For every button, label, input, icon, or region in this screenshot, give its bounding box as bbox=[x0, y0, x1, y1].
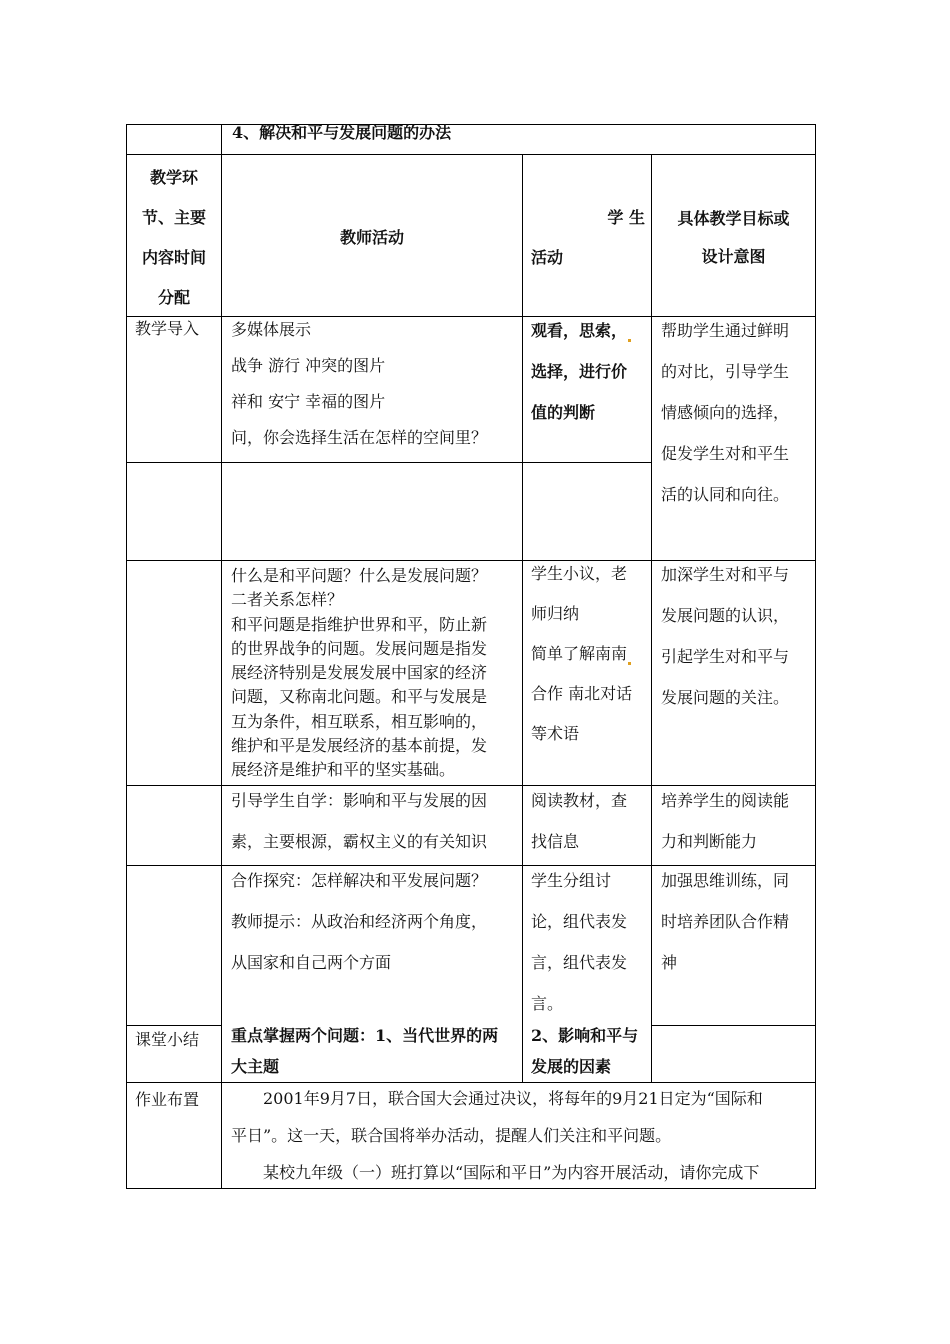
explore-teacher-activity: 合作探究：怎样解决和平发展问题？ 教师提示：从政治和经济两个角度， 从国家和自己两个方面 bbox=[231, 871, 488, 972]
mark-dot bbox=[628, 662, 631, 665]
table-border bbox=[815, 124, 816, 1189]
homework-text: 2001年9月7日，联合国大会通过决议，将每年的9月21日定为“国际和 平日”。这一天，联合国将举办活动，提醒人们关注和平问题。 某校九年级（一）班打算以“国际和平日”为内容开展活动，请你完成下 bbox=[231, 1089, 763, 1182]
header-goal: 具体教学目标或 设计意图 bbox=[677, 209, 790, 266]
summary-student-activity: 2、影响和平与 发展的因素 bbox=[531, 1026, 639, 1076]
row-label-summary: 课堂小结 bbox=[135, 1030, 200, 1049]
section-title: 4、解决和平与发展问题的办法 bbox=[232, 123, 452, 142]
header-student-activity: 学 生 活动 bbox=[531, 208, 645, 267]
header-teacher-activity: 教师活动 bbox=[339, 228, 404, 247]
concept-teacher-activity: 什么是和平问题？什么是发展问题？ 二者关系怎样？ 和平问题是指维护世界和平，防止新 的世界战争的问题。发展问题是指发 展经济特别是发展发展中国家的经济 问题，又称南北问题。和平与发展是 互为条件，相互联系，相互影响的， 维护和平是发展经济的基本前提，发 展经济是维护和平的坚实基础。 bbox=[231, 566, 488, 780]
table-border bbox=[126, 462, 651, 463]
table-border bbox=[126, 124, 816, 125]
row-label-intro: 教学导入 bbox=[135, 319, 200, 338]
table-border bbox=[522, 154, 523, 1082]
table-border bbox=[651, 154, 652, 1082]
concept-student-activity: 学生小议，老 师归纳 简单了解南南 合作 南北对话 等术语 bbox=[531, 564, 633, 743]
table-border bbox=[221, 124, 222, 1189]
intro-teacher-activity: 多媒体展示 战争 游行 冲突的图片 祥和 安宁 幸福的图片 问，你会选择生活在怎样的空间里？ bbox=[231, 320, 488, 447]
explore-student-activity: 学生分组讨 论，组代表发 言，组代表发 言。 bbox=[531, 871, 628, 1013]
explore-goal: 加强思维训练，同 时培养团队合作精 神 bbox=[661, 871, 790, 972]
table-border bbox=[651, 1025, 816, 1026]
header-stage: 教学环 节、主要 内容时间 分配 bbox=[141, 168, 206, 307]
row-label-homework: 作业布置 bbox=[135, 1090, 200, 1109]
summary-teacher-activity: 重点掌握两个问题：1、当代世界的两 大主题 bbox=[231, 1026, 499, 1076]
selfstudy-student-activity: 阅读教材，查 找信息 bbox=[531, 791, 628, 851]
selfstudy-goal: 培养学生的阅读能 力和判断能力 bbox=[661, 791, 790, 851]
intro-student-activity: 观看，思索， 选择，进行价 值的判断 bbox=[531, 310, 631, 433]
selfstudy-teacher-activity: 引导学生自学：影响和平与发展的因 素，主要根源，霸权主义的有关知识 bbox=[231, 791, 488, 851]
concept-goal: 加深学生对和平与 发展问题的认识， 引起学生对和平与 发展问题的关注。 bbox=[661, 565, 790, 707]
table-border bbox=[126, 154, 816, 155]
intro-goal: 帮助学生通过鲜明 的对比，引导学生 情感倾向的选择， 促发学生对和平生 活的认同和向往。 bbox=[661, 321, 790, 504]
mark-dot bbox=[628, 339, 631, 342]
